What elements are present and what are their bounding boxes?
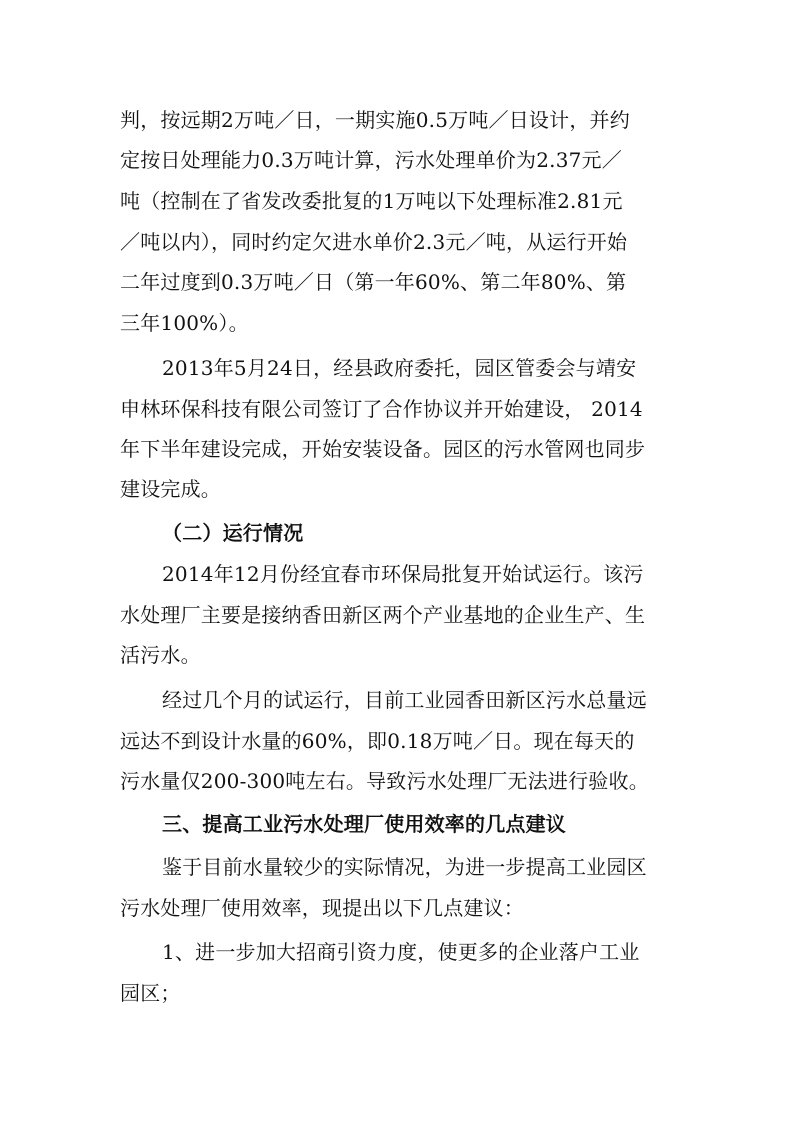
paragraph-line: 定按日处理能力0.3万吨计算，污水处理单价为2.37元／ [120,148,622,172]
paragraph-line: 判，按远期2万吨／日，一期实施0.5万吨／日设计，并约 [120,108,630,132]
section-heading-operation: （二）运行情况 [162,521,304,545]
paragraph-line: 鉴于目前水量较少的实际情况，为进一步提高工业园区 [162,855,647,879]
paragraph-line: 活污水。 [120,643,201,667]
paragraph-line: 二年过度到0.3万吨／日（第一年60%、第二年80%、第 [120,270,627,294]
paragraph-line: 2013年5月24日，经县政府委托，园区管委会与靖安 [162,356,637,380]
paragraph-line: ／吨以内），同时约定欠进水单价2.3元／吨，从运行开始 [120,230,628,254]
paragraph-line: 建设完成。 [120,477,221,501]
paragraph-line: 年下半年建设完成，开始安装设备。园区的污水管网也同步 [120,437,646,461]
list-item-line: 园区； [120,981,181,1005]
paragraph-line: 污水处理厂使用效率，现提出以下几点建议： [120,896,524,920]
paragraph-line: 申林环保科技有限公司签订了合作协议并开始建设， 2014 [120,397,643,421]
section-heading-suggestions: 三、提高工业污水处理厂使用效率的几点建议 [162,812,566,836]
paragraph-line: 三年100%）。 [120,311,249,335]
paragraph-line: 经过几个月的试运行，目前工业园香田新区污水总量远 [162,688,647,712]
list-item-line: 1、进一步加大招商引资力度，使更多的企业落户工业 [162,940,640,964]
paragraph-line: 水处理厂主要是接纳香田新区两个产业基地的企业生产、生 [120,603,646,627]
paragraph-line: 污水量仅200-300吨左右。导致污水处理厂无法进行验收。 [120,769,649,793]
paragraph-line: 远达不到设计水量的60%，即0.18万吨／日。现在每天的 [120,729,635,753]
paragraph-line: 吨（控制在了省发改委批复的1万吨以下处理标准2.81元 [120,189,623,213]
paragraph-line: 2014年12月份经宜春市环保局批复开始试运行。该污 [162,562,644,586]
